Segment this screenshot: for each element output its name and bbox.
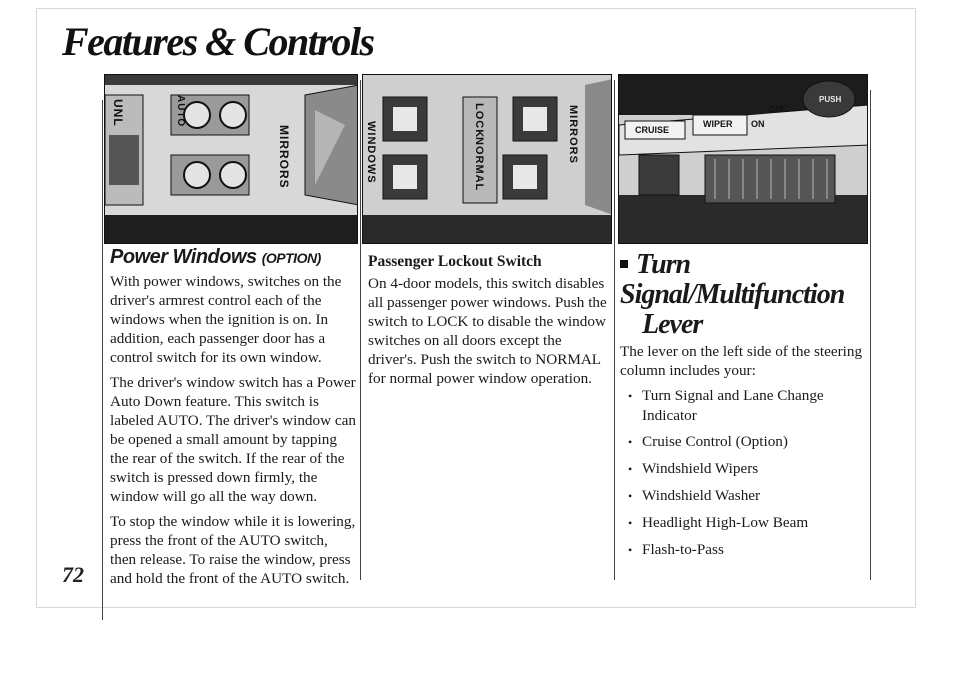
turn-signal-heading-line1: Turn Signal/Multifunction bbox=[620, 249, 845, 310]
photo-label-windows: WINDOWS bbox=[365, 121, 377, 184]
photo-label-mirrors-2: MIRRORS bbox=[567, 105, 579, 164]
photo-label-cruise: CRUISE bbox=[635, 125, 670, 135]
bullet-icon: • bbox=[628, 516, 633, 530]
photo-label-normal: NORMAL bbox=[473, 137, 485, 192]
section-title: Features & Controls bbox=[62, 19, 374, 64]
column-rule bbox=[614, 80, 615, 580]
bullet-icon: • bbox=[628, 389, 633, 403]
lockout-heading: Passenger Lockout Switch bbox=[368, 253, 542, 270]
turn-signal-intro: The lever on the left side of the steering column includes your: bbox=[620, 343, 863, 379]
driver-window-switch-photo bbox=[104, 74, 358, 244]
column-rule bbox=[102, 100, 103, 620]
photo-label-lock: LOCK bbox=[473, 103, 485, 139]
list-item: • Headlight High-Low Beam bbox=[628, 514, 809, 531]
bullet-icon: • bbox=[628, 462, 633, 476]
turn-signal-heading bbox=[620, 250, 866, 340]
turn-signal-lever-photo bbox=[618, 74, 868, 244]
list-item: • Turn Signal and Lane Change Indicator bbox=[628, 387, 824, 424]
driver-window-switch-illustration bbox=[105, 75, 358, 244]
power-windows-heading bbox=[110, 248, 356, 268]
bullet-icon: • bbox=[628, 543, 633, 557]
power-windows-section bbox=[110, 248, 356, 594]
lockout-switch-photo bbox=[362, 74, 612, 244]
power-windows-paragraph-1: With power windows, switches on the driver's armrest control each of the windows when the ignition is on. In addition, each passenger door has a control switch for its own window. bbox=[110, 273, 342, 366]
photo-label-mirrors: MIRRORS bbox=[277, 125, 291, 189]
square-bullet-icon bbox=[620, 260, 628, 268]
turn-signal-section bbox=[620, 250, 866, 567]
list-item: • Windshield Washer bbox=[628, 487, 761, 504]
page-number: 72 bbox=[62, 562, 84, 587]
list-item: • Windshield Wipers bbox=[628, 460, 759, 477]
lockout-paragraph: On 4-door models, this switch disables all passenger power windows. Push the switch to LOCK to disable the window switches on all doors except the driver's. Push the switch to NORMAL for normal power window operation. bbox=[368, 275, 607, 387]
lockout-section bbox=[368, 252, 608, 394]
bullet-icon: • bbox=[628, 435, 633, 449]
turn-signal-feature-list bbox=[620, 386, 866, 560]
list-item: • Cruise Control (Option) bbox=[628, 433, 788, 450]
photo-label-unl: UNL bbox=[111, 99, 125, 127]
turn-signal-heading-line2: Lever bbox=[642, 309, 703, 340]
photo-label-wiper: WIPER bbox=[703, 119, 733, 129]
power-windows-paragraph-3: To stop the window while it is lowering, press the front of the AUTO switch, then release. To raise the window, press and hold the front of the AUTO switch. bbox=[110, 513, 356, 587]
power-windows-paragraph-2: The driver's window switch has a Power Auto Down feature. This switch is labeled AUTO. The driver's window can be opened a small amount by tapping the rear of the switch. If the rear of the switch is pressed down firmly, the window will go all the way down. bbox=[110, 374, 356, 505]
power-windows-title: Power Windows bbox=[110, 246, 257, 268]
photo-label-off: OFF bbox=[769, 105, 785, 114]
column-rule bbox=[360, 80, 361, 580]
bullet-icon: • bbox=[628, 489, 633, 503]
column-rule bbox=[870, 90, 871, 580]
photo-label-push: PUSH bbox=[819, 95, 842, 104]
list-item: • Flash-to-Pass bbox=[628, 541, 724, 558]
power-windows-option: (OPTION) bbox=[261, 250, 321, 266]
photo-label-on: ON bbox=[751, 119, 765, 129]
photo-label-auto: AUTO bbox=[175, 95, 186, 128]
